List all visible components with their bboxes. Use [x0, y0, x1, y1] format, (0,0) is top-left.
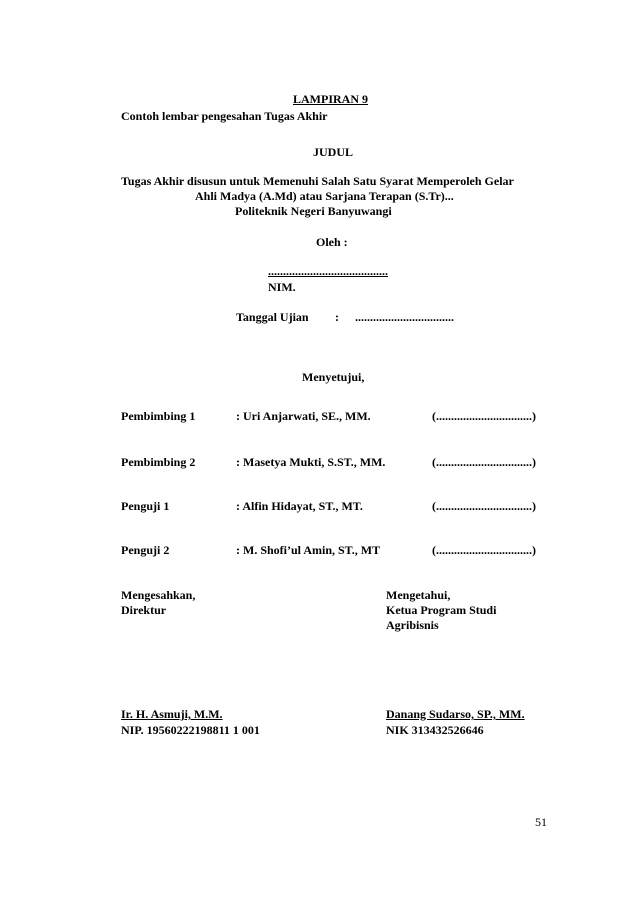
director-name: Ir. H. Asmuji, M.M.	[121, 707, 223, 721]
signatory-name: : Uri Anjarwati, SE., MM.	[236, 409, 371, 423]
director-nip: NIP. 19560222198811 1 001	[121, 723, 260, 737]
exam-date-value: .................................	[355, 310, 454, 324]
signature-placeholder: (................................)	[432, 455, 536, 469]
exam-date-label: Tanggal Ujian	[236, 310, 309, 324]
program-head-name: Danang Sudarso, SP., MM.	[386, 707, 525, 721]
signatory-role: Penguji 1	[121, 499, 170, 513]
director-label: Direktur	[121, 603, 167, 617]
signature-placeholder: (................................)	[432, 499, 536, 513]
description-line-3: Politeknik Negeri Banyuwangi	[235, 204, 392, 218]
signatory-name: : M. Shofi’ul Amin, ST., MT	[236, 543, 381, 557]
description-line-1: Tugas Akhir disusun untuk Memenuhi Salah Satu Syarat Memperoleh Gelar	[121, 174, 514, 188]
oleh-label: Oleh :	[316, 235, 348, 249]
ratify-label: Mengesahkan,	[121, 588, 196, 602]
page-number: 51	[535, 815, 547, 829]
acknowledge-label: Mengetahui,	[386, 588, 451, 602]
signature-placeholder: (................................)	[432, 409, 536, 423]
signatory-name: : Masetya Mukti, S.ST., MM.	[236, 455, 386, 469]
signatory-name: : Alfin Hidayat, ST., MT.	[236, 499, 363, 513]
student-name-blank: ........................................	[268, 264, 388, 278]
signatory-role: Pembimbing 1	[121, 409, 196, 423]
appendix-subtitle: Contoh lembar pengesahan Tugas Akhir	[121, 109, 328, 123]
appendix-heading: LAMPIRAN 9	[293, 92, 368, 106]
nim-label: NIM.	[268, 280, 296, 294]
signatory-role: Pembimbing 2	[121, 455, 196, 469]
signature-placeholder: (................................)	[432, 543, 536, 557]
program-head-label: Ketua Program Studi	[386, 603, 497, 617]
program-name: Agribisnis	[386, 618, 439, 632]
program-head-nik: NIK 313432526646	[386, 723, 484, 737]
exam-date-colon: :	[335, 310, 339, 324]
approval-label: Menyetujui,	[302, 370, 365, 384]
title-placeholder: JUDUL	[313, 145, 354, 159]
description-line-2: Ahli Madya (A.Md) atau Sarjana Terapan (S.Tr)...	[195, 189, 454, 203]
signatory-role: Penguji 2	[121, 543, 170, 557]
